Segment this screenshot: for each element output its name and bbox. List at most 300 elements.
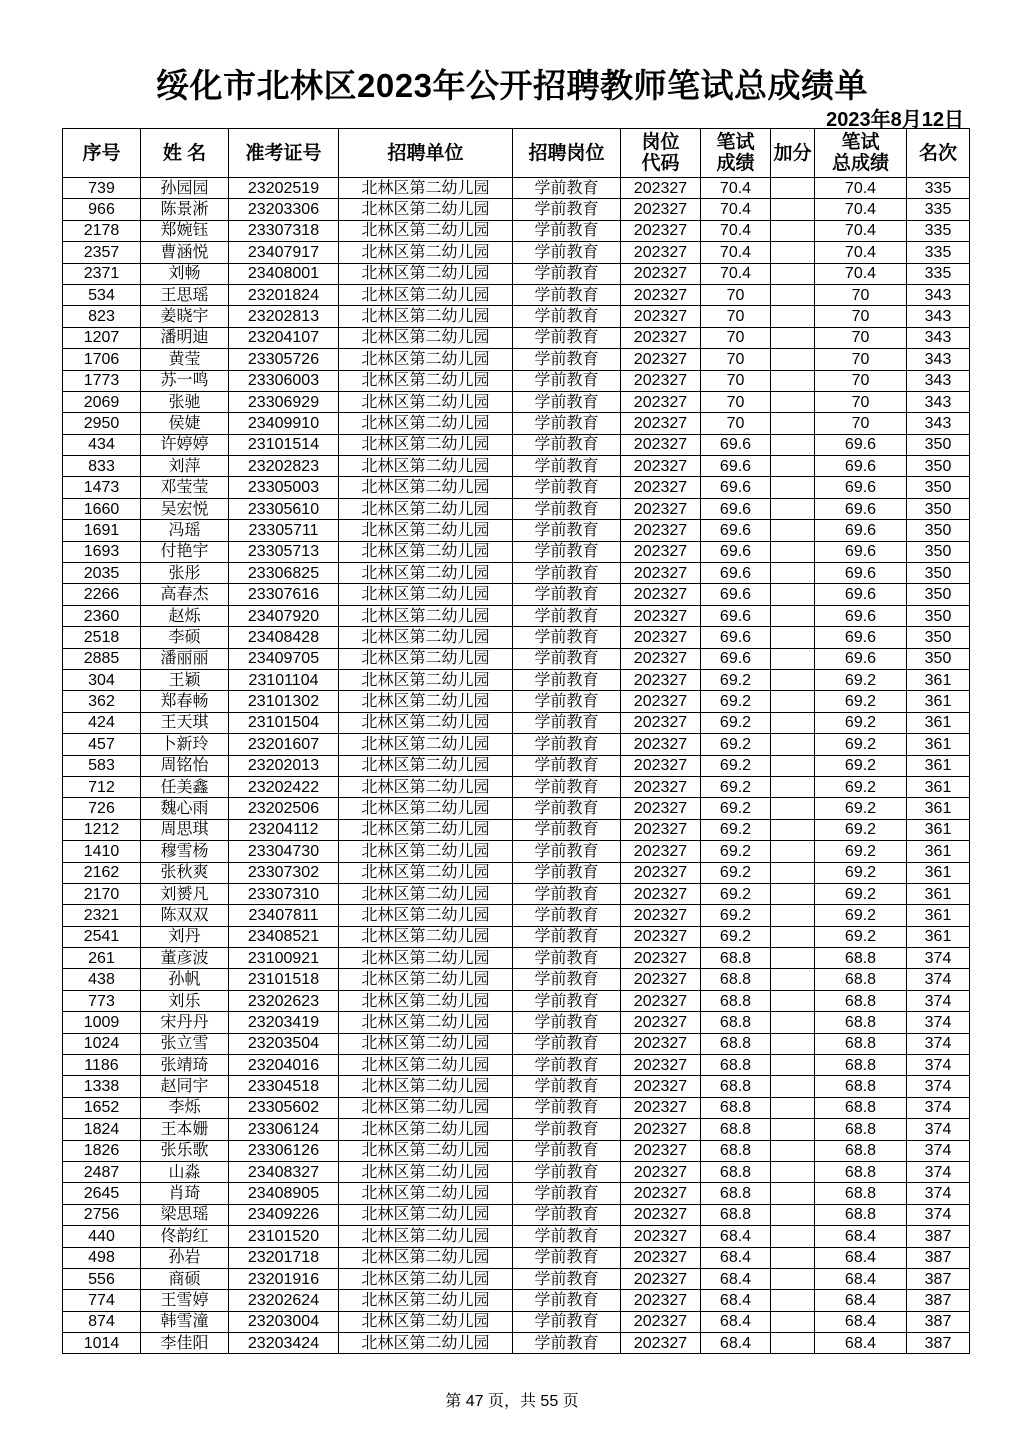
col-name-cell: 李佳阳 xyxy=(141,1333,229,1354)
col-position-cell: 学前教育 xyxy=(513,1247,621,1268)
table-row xyxy=(63,306,970,327)
col-written-score-cell: 70 xyxy=(701,306,771,327)
col-name-cell: 曹涵悦 xyxy=(141,242,229,263)
col-position-code-cell: 202327 xyxy=(621,627,701,648)
col-rank-cell: 387 xyxy=(907,1290,970,1311)
col-position-code-cell: 202327 xyxy=(621,1055,701,1076)
col-name-cell: 周铭怡 xyxy=(141,755,229,776)
col-bonus-cell xyxy=(771,1247,815,1268)
col-unit-cell: 北林区第二幼儿园 xyxy=(339,220,513,241)
col-total-score-cell: 68.8 xyxy=(815,1097,907,1118)
col-exam-id-cell: 23201718 xyxy=(229,1247,339,1268)
col-unit-cell: 北林区第二幼儿园 xyxy=(339,1290,513,1311)
col-bonus-cell xyxy=(771,841,815,862)
col-unit-cell: 北林区第二幼儿园 xyxy=(339,862,513,883)
col-unit-cell: 北林区第二幼儿园 xyxy=(339,990,513,1011)
col-total-score-cell: 69.2 xyxy=(815,798,907,819)
col-written-score-cell: 69.2 xyxy=(701,712,771,733)
col-name-cell: 宋丹丹 xyxy=(141,1012,229,1033)
col-bonus-cell xyxy=(771,1183,815,1204)
col-name-cell: 黄莹 xyxy=(141,349,229,370)
col-position-cell: 学前教育 xyxy=(513,1119,621,1140)
col-written-score-cell: 70.4 xyxy=(701,199,771,220)
col-position-cell: 学前教育 xyxy=(513,1033,621,1054)
col-rank-cell: 374 xyxy=(907,1033,970,1054)
col-position-header: 招聘岗位 xyxy=(513,129,621,178)
col-index-cell: 1660 xyxy=(63,498,141,519)
col-position-cell: 学前教育 xyxy=(513,1290,621,1311)
col-name-cell: 李硕 xyxy=(141,627,229,648)
col-unit-cell: 北林区第二幼儿园 xyxy=(339,1226,513,1247)
col-bonus-cell xyxy=(771,242,815,263)
col-exam-id-cell: 23101302 xyxy=(229,691,339,712)
col-bonus-cell xyxy=(771,391,815,412)
col-rank-header: 名次 xyxy=(907,129,970,178)
col-position-cell: 学前教育 xyxy=(513,284,621,305)
col-exam-id-cell: 23204107 xyxy=(229,327,339,348)
table-row xyxy=(63,456,970,477)
col-written-score-cell: 68.4 xyxy=(701,1268,771,1289)
col-unit-cell: 北林区第二幼儿园 xyxy=(339,327,513,348)
col-unit-cell: 北林区第二幼儿园 xyxy=(339,841,513,862)
col-bonus-cell xyxy=(771,1311,815,1332)
col-position-cell: 学前教育 xyxy=(513,734,621,755)
col-unit-cell: 北林区第二幼儿园 xyxy=(339,926,513,947)
col-name-cell: 侯婕 xyxy=(141,413,229,434)
col-total-score-cell: 70 xyxy=(815,349,907,370)
col-exam-id-cell: 23203306 xyxy=(229,199,339,220)
col-index-cell: 774 xyxy=(63,1290,141,1311)
col-exam-id-cell: 23203419 xyxy=(229,1012,339,1033)
col-unit-cell: 北林区第二幼儿园 xyxy=(339,370,513,391)
col-position-code-cell: 202327 xyxy=(621,434,701,455)
col-index-cell: 457 xyxy=(63,734,141,755)
col-index-cell: 1652 xyxy=(63,1097,141,1118)
col-bonus-cell xyxy=(771,498,815,519)
col-position-code-cell: 202327 xyxy=(621,734,701,755)
col-position-code-cell: 202327 xyxy=(621,178,701,199)
col-total-score-cell: 69.6 xyxy=(815,541,907,562)
col-position-code-cell: 202327 xyxy=(621,456,701,477)
col-exam-id-cell: 23408428 xyxy=(229,627,339,648)
col-written-score-cell: 69.6 xyxy=(701,541,771,562)
col-position-code-cell: 202327 xyxy=(621,841,701,862)
col-total-score-cell: 70.4 xyxy=(815,263,907,284)
table-row xyxy=(63,178,970,199)
col-position-cell: 学前教育 xyxy=(513,242,621,263)
col-total-score-cell: 70.4 xyxy=(815,178,907,199)
col-exam-id-cell: 23306126 xyxy=(229,1140,339,1161)
col-exam-id-cell: 23304730 xyxy=(229,841,339,862)
col-position-code-cell: 202327 xyxy=(621,563,701,584)
col-exam-id-cell: 23101518 xyxy=(229,969,339,990)
col-index-cell: 2885 xyxy=(63,648,141,669)
col-position-cell: 学前教育 xyxy=(513,1161,621,1182)
col-bonus-cell xyxy=(771,1097,815,1118)
col-exam-id-cell: 23306929 xyxy=(229,391,339,412)
col-bonus-cell xyxy=(771,691,815,712)
col-name-cell: 王颖 xyxy=(141,669,229,690)
col-written-score-cell: 68.8 xyxy=(701,1097,771,1118)
col-total-score-cell: 68.8 xyxy=(815,1161,907,1182)
col-bonus-cell xyxy=(771,1076,815,1097)
col-written-score-cell: 68.8 xyxy=(701,1119,771,1140)
col-bonus-cell xyxy=(771,199,815,220)
col-position-cell: 学前教育 xyxy=(513,1055,621,1076)
col-position-code-cell: 202327 xyxy=(621,862,701,883)
col-written-score-cell: 68.8 xyxy=(701,1204,771,1225)
col-unit-cell: 北林区第二幼儿园 xyxy=(339,798,513,819)
col-bonus-cell xyxy=(771,755,815,776)
col-written-score-cell: 69.2 xyxy=(701,926,771,947)
score-table xyxy=(62,128,970,1354)
col-position-cell: 学前教育 xyxy=(513,819,621,840)
col-position-code-cell: 202327 xyxy=(621,584,701,605)
col-name-cell: 穆雪杨 xyxy=(141,841,229,862)
col-index-cell: 440 xyxy=(63,1226,141,1247)
col-bonus-cell xyxy=(771,1119,815,1140)
col-position-cell: 学前教育 xyxy=(513,1311,621,1332)
col-exam-id-cell: 23305726 xyxy=(229,349,339,370)
col-unit-cell: 北林区第二幼儿园 xyxy=(339,883,513,904)
col-unit-cell: 北林区第二幼儿园 xyxy=(339,434,513,455)
col-position-cell: 学前教育 xyxy=(513,456,621,477)
col-bonus-cell xyxy=(771,434,815,455)
col-index-cell: 1410 xyxy=(63,841,141,862)
col-bonus-cell xyxy=(771,263,815,284)
col-name-cell: 陈双双 xyxy=(141,905,229,926)
col-rank-cell: 343 xyxy=(907,306,970,327)
col-position-code-cell: 202327 xyxy=(621,1183,701,1204)
col-position-cell: 学前教育 xyxy=(513,798,621,819)
col-exam-id-cell: 23408905 xyxy=(229,1183,339,1204)
col-written-score-cell: 68.8 xyxy=(701,1140,771,1161)
col-written-score-cell: 70 xyxy=(701,391,771,412)
col-unit-cell: 北林区第二幼儿园 xyxy=(339,1204,513,1225)
col-exam-id-cell: 23307616 xyxy=(229,584,339,605)
col-exam-id-cell: 23307318 xyxy=(229,220,339,241)
table-row xyxy=(63,648,970,669)
col-rank-cell: 387 xyxy=(907,1247,970,1268)
col-exam-id-cell: 23305610 xyxy=(229,498,339,519)
col-written-score-cell: 69.2 xyxy=(701,691,771,712)
col-written-score-cell: 69.2 xyxy=(701,669,771,690)
col-exam-id-cell: 23202813 xyxy=(229,306,339,327)
col-index-cell: 498 xyxy=(63,1247,141,1268)
col-position-code-cell: 202327 xyxy=(621,1161,701,1182)
col-bonus-cell xyxy=(771,1226,815,1247)
col-total-score-cell: 69.6 xyxy=(815,648,907,669)
col-name-cell: 潘明迪 xyxy=(141,327,229,348)
col-position-cell: 学前教育 xyxy=(513,1097,621,1118)
table-row xyxy=(63,755,970,776)
col-rank-cell: 374 xyxy=(907,1204,970,1225)
table-row xyxy=(63,520,970,541)
col-unit-cell: 北林区第二幼儿园 xyxy=(339,584,513,605)
col-position-code-cell: 202327 xyxy=(621,1119,701,1140)
table-row xyxy=(63,1097,970,1118)
col-position-cell: 学前教育 xyxy=(513,584,621,605)
table-row xyxy=(63,841,970,862)
col-rank-cell: 374 xyxy=(907,1076,970,1097)
col-rank-cell: 361 xyxy=(907,883,970,904)
col-index-cell: 2487 xyxy=(63,1161,141,1182)
col-position-code-cell: 202327 xyxy=(621,263,701,284)
col-unit-cell: 北林区第二幼儿园 xyxy=(339,1311,513,1332)
col-index-cell: 1706 xyxy=(63,349,141,370)
col-name-cell: 肖琦 xyxy=(141,1183,229,1204)
col-name-cell: 董彦波 xyxy=(141,948,229,969)
col-exam-id-cell: 23100921 xyxy=(229,948,339,969)
table-row xyxy=(63,948,970,969)
table-row xyxy=(63,498,970,519)
col-index-cell: 2170 xyxy=(63,883,141,904)
col-total-score-cell: 68.8 xyxy=(815,948,907,969)
table-row xyxy=(63,220,970,241)
col-exam-id-cell: 23202013 xyxy=(229,755,339,776)
col-position-cell: 学前教育 xyxy=(513,862,621,883)
col-bonus-cell xyxy=(771,306,815,327)
table-row xyxy=(63,1055,970,1076)
col-bonus-cell xyxy=(771,798,815,819)
col-index-cell: 2950 xyxy=(63,413,141,434)
col-position-code-cell: 202327 xyxy=(621,1311,701,1332)
table-row xyxy=(63,1247,970,1268)
table-row xyxy=(63,563,970,584)
col-position-code-cell: 202327 xyxy=(621,883,701,904)
col-name-cell: 邓莹莹 xyxy=(141,477,229,498)
col-position-code-cell: 202327 xyxy=(621,327,701,348)
col-rank-cell: 350 xyxy=(907,498,970,519)
col-rank-cell: 350 xyxy=(907,584,970,605)
col-exam-id-cell: 23202623 xyxy=(229,990,339,1011)
col-name-header: 姓 名 xyxy=(141,129,229,178)
col-position-code-cell: 202327 xyxy=(621,1140,701,1161)
col-written-score-cell: 68.4 xyxy=(701,1247,771,1268)
col-total-score-cell: 69.2 xyxy=(815,905,907,926)
col-unit-cell: 北林区第二幼儿园 xyxy=(339,1012,513,1033)
col-name-cell: 高春杰 xyxy=(141,584,229,605)
col-rank-cell: 374 xyxy=(907,948,970,969)
table-row xyxy=(63,284,970,305)
col-unit-cell: 北林区第二幼儿园 xyxy=(339,712,513,733)
col-index-cell: 1473 xyxy=(63,477,141,498)
col-name-cell: 潘丽丽 xyxy=(141,648,229,669)
col-name-cell: 王思瑶 xyxy=(141,284,229,305)
col-position-cell: 学前教育 xyxy=(513,905,621,926)
col-rank-cell: 361 xyxy=(907,926,970,947)
col-exam-id-cell: 23408327 xyxy=(229,1161,339,1182)
col-name-cell: 刘丹 xyxy=(141,926,229,947)
col-position-code-cell: 202327 xyxy=(621,819,701,840)
col-bonus-cell xyxy=(771,349,815,370)
col-written-score-cell: 69.6 xyxy=(701,648,771,669)
col-bonus-cell xyxy=(771,584,815,605)
col-position-code-cell: 202327 xyxy=(621,349,701,370)
col-position-code-cell: 202327 xyxy=(621,541,701,562)
col-rank-cell: 343 xyxy=(907,391,970,412)
col-position-code-cell: 202327 xyxy=(621,477,701,498)
col-index-cell: 1014 xyxy=(63,1333,141,1354)
col-position-cell: 学前教育 xyxy=(513,263,621,284)
col-index-cell: 2321 xyxy=(63,905,141,926)
col-written-score-cell: 69.6 xyxy=(701,520,771,541)
col-written-score-cell: 68.8 xyxy=(701,990,771,1011)
col-total-score-cell: 68.8 xyxy=(815,1140,907,1161)
table-row xyxy=(63,242,970,263)
col-unit-cell: 北林区第二幼儿园 xyxy=(339,413,513,434)
col-rank-cell: 361 xyxy=(907,798,970,819)
col-name-cell: 冯瑶 xyxy=(141,520,229,541)
col-position-cell: 学前教育 xyxy=(513,969,621,990)
col-position-cell: 学前教育 xyxy=(513,349,621,370)
col-total-score-cell: 69.6 xyxy=(815,434,907,455)
table-row xyxy=(63,605,970,626)
col-name-cell: 佟韵红 xyxy=(141,1226,229,1247)
col-index-cell: 1773 xyxy=(63,370,141,391)
col-exam-id-cell: 23204016 xyxy=(229,1055,339,1076)
col-total-score-cell: 70.4 xyxy=(815,199,907,220)
col-exam-id-cell: 23409910 xyxy=(229,413,339,434)
col-written-score-cell: 69.2 xyxy=(701,755,771,776)
col-total-score-cell: 69.2 xyxy=(815,734,907,755)
col-total-score-cell: 69.2 xyxy=(815,776,907,797)
col-total-score-cell: 68.4 xyxy=(815,1311,907,1332)
col-position-cell: 学前教育 xyxy=(513,691,621,712)
col-bonus-cell xyxy=(771,648,815,669)
col-rank-cell: 361 xyxy=(907,712,970,733)
col-index-cell: 1186 xyxy=(63,1055,141,1076)
col-total-score-cell: 69.2 xyxy=(815,883,907,904)
col-written-score-cell: 69.6 xyxy=(701,584,771,605)
table-row xyxy=(63,1204,970,1225)
col-index-cell: 833 xyxy=(63,456,141,477)
col-index-cell: 583 xyxy=(63,755,141,776)
col-position-code-cell: 202327 xyxy=(621,1333,701,1354)
col-unit-cell: 北林区第二幼儿园 xyxy=(339,1097,513,1118)
col-name-cell: 张驰 xyxy=(141,391,229,412)
col-bonus-cell xyxy=(771,669,815,690)
col-position-code-cell: 202327 xyxy=(621,605,701,626)
col-unit-cell: 北林区第二幼儿园 xyxy=(339,1161,513,1182)
col-total-score-cell: 70 xyxy=(815,370,907,391)
col-position-cell: 学前教育 xyxy=(513,1012,621,1033)
col-position-cell: 学前教育 xyxy=(513,178,621,199)
col-name-cell: 张立雪 xyxy=(141,1033,229,1054)
col-rank-cell: 350 xyxy=(907,520,970,541)
col-position-code-cell: 202327 xyxy=(621,1012,701,1033)
col-name-cell: 张乐歌 xyxy=(141,1140,229,1161)
col-position-cell: 学前教育 xyxy=(513,1140,621,1161)
col-rank-cell: 361 xyxy=(907,905,970,926)
col-name-cell: 许婷婷 xyxy=(141,434,229,455)
col-index-cell: 726 xyxy=(63,798,141,819)
table-row xyxy=(63,691,970,712)
col-bonus-cell xyxy=(771,969,815,990)
table-row xyxy=(63,1033,970,1054)
col-position-code-cell: 202327 xyxy=(621,691,701,712)
col-total-score-cell: 68.8 xyxy=(815,1055,907,1076)
col-index-cell: 1824 xyxy=(63,1119,141,1140)
table-row xyxy=(63,1226,970,1247)
col-index-cell: 362 xyxy=(63,691,141,712)
col-index-cell: 304 xyxy=(63,669,141,690)
col-bonus-cell xyxy=(771,776,815,797)
table-row xyxy=(63,862,970,883)
col-exam-id-cell: 23407917 xyxy=(229,242,339,263)
table-row xyxy=(63,990,970,1011)
col-written-score-cell: 68.4 xyxy=(701,1333,771,1354)
col-position-cell: 学前教育 xyxy=(513,199,621,220)
col-written-score-cell: 69.6 xyxy=(701,605,771,626)
col-unit-cell: 北林区第二幼儿园 xyxy=(339,691,513,712)
col-position-code-cell: 202327 xyxy=(621,391,701,412)
col-index-cell: 261 xyxy=(63,948,141,969)
col-written-score-cell: 68.8 xyxy=(701,969,771,990)
col-index-cell: 2360 xyxy=(63,605,141,626)
col-name-cell: 姜晓宇 xyxy=(141,306,229,327)
col-name-cell: 韩雪潼 xyxy=(141,1311,229,1332)
table-row xyxy=(63,1012,970,1033)
col-bonus-cell xyxy=(771,883,815,904)
table-row xyxy=(63,541,970,562)
col-index-cell: 1207 xyxy=(63,327,141,348)
col-unit-cell: 北林区第二幼儿园 xyxy=(339,541,513,562)
table-row xyxy=(63,1290,970,1311)
col-name-cell: 孙岩 xyxy=(141,1247,229,1268)
col-bonus-header: 加分 xyxy=(771,129,815,178)
col-index-cell: 2541 xyxy=(63,926,141,947)
col-bonus-cell xyxy=(771,541,815,562)
col-written-score-cell: 69.6 xyxy=(701,434,771,455)
table-row xyxy=(63,926,970,947)
col-written-score-cell: 68.8 xyxy=(701,1183,771,1204)
col-name-cell: 孙帆 xyxy=(141,969,229,990)
col-position-code-cell: 202327 xyxy=(621,1076,701,1097)
header-row xyxy=(63,129,970,178)
col-position-code-cell: 202327 xyxy=(621,669,701,690)
col-position-cell: 学前教育 xyxy=(513,948,621,969)
col-rank-cell: 387 xyxy=(907,1268,970,1289)
col-index-cell: 2035 xyxy=(63,563,141,584)
table-row xyxy=(63,905,970,926)
col-written-score-cell: 69.6 xyxy=(701,498,771,519)
col-position-cell: 学前教育 xyxy=(513,220,621,241)
table-row xyxy=(63,1183,970,1204)
col-position-cell: 学前教育 xyxy=(513,413,621,434)
col-index-cell: 874 xyxy=(63,1311,141,1332)
col-unit-header: 招聘单位 xyxy=(339,129,513,178)
col-rank-cell: 374 xyxy=(907,969,970,990)
col-written-score-cell: 69.2 xyxy=(701,905,771,926)
col-exam-id-cell: 23101520 xyxy=(229,1226,339,1247)
col-bonus-cell xyxy=(771,734,815,755)
col-rank-cell: 335 xyxy=(907,199,970,220)
col-unit-cell: 北林区第二幼儿园 xyxy=(339,284,513,305)
col-name-cell: 张靖琦 xyxy=(141,1055,229,1076)
col-exam-id-cell: 23304518 xyxy=(229,1076,339,1097)
col-position-cell: 学前教育 xyxy=(513,605,621,626)
col-position-cell: 学前教育 xyxy=(513,669,621,690)
col-position-code-cell: 202327 xyxy=(621,969,701,990)
col-rank-cell: 387 xyxy=(907,1311,970,1332)
col-total-score-cell: 68.4 xyxy=(815,1226,907,1247)
col-bonus-cell xyxy=(771,370,815,391)
document-date: 2023年8月12日 xyxy=(826,109,964,131)
col-name-cell: 郑婉钰 xyxy=(141,220,229,241)
col-written-score-cell: 70 xyxy=(701,413,771,434)
col-rank-cell: 374 xyxy=(907,1183,970,1204)
